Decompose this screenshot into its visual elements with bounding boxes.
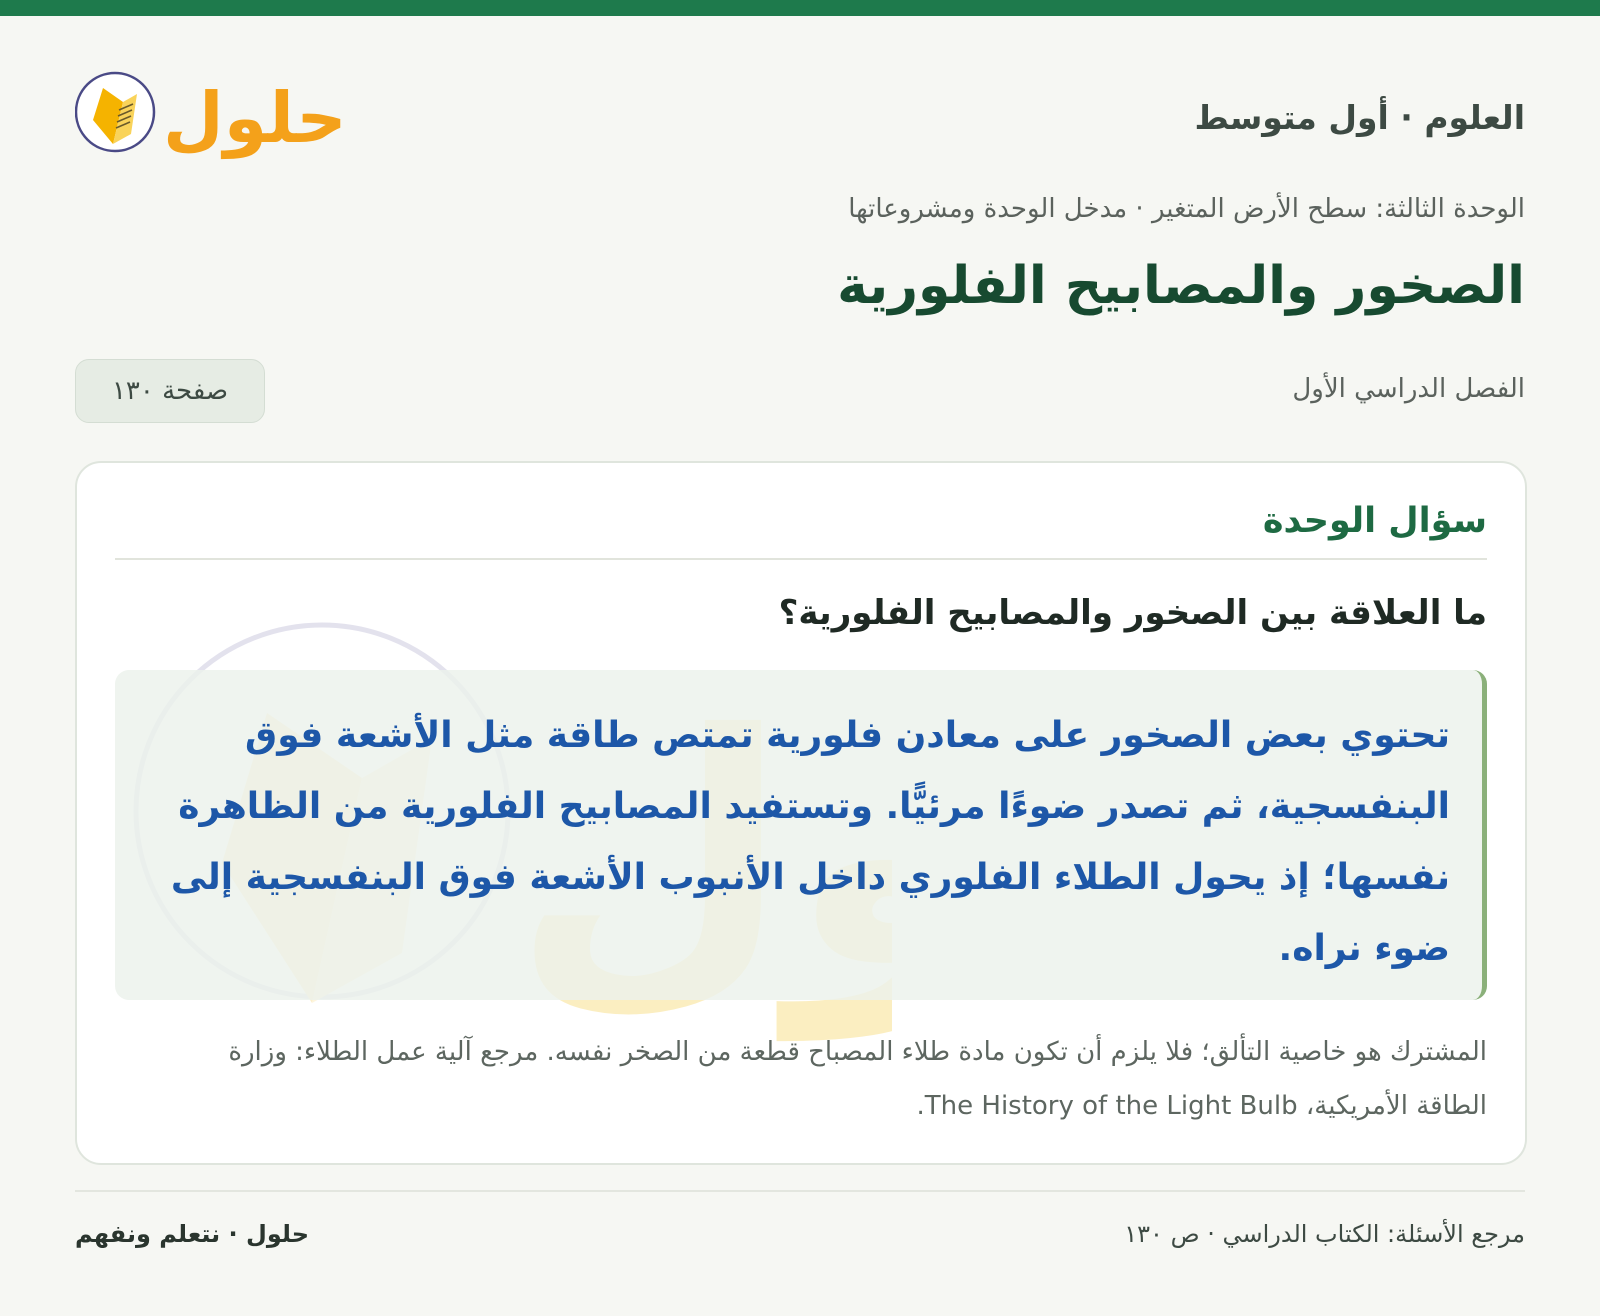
logo[interactable] bbox=[75, 60, 355, 170]
header bbox=[75, 60, 1525, 170]
page-title: الصخور والمصابيح الفلورية bbox=[837, 256, 1525, 316]
page bbox=[75, 16, 1525, 1316]
subject-label: العلوم · أول متوسط bbox=[1194, 98, 1525, 137]
footer-divider bbox=[75, 1190, 1525, 1192]
question-card bbox=[75, 461, 1527, 1165]
answer-box: تحتوي بعض الصخور على معادن فلورية تمتص طاقة مثل الأشعة فوق البنفسجية، ثم تصدر ضوءًا مرئيًّا. وتستفيد المصابيح الفلورية من الظاهرة نفسها؛ إذ يحول الطلاء الفلوري داخل الأنبوب الأشعة فوق البنفسجية إلى ضوء نراه. bbox=[115, 670, 1487, 1000]
top-accent-bar bbox=[0, 0, 1600, 16]
page-number-badge: صفحة ١٣٠ bbox=[75, 359, 265, 423]
footer-brand: حلول · نتعلم ونفهم bbox=[75, 1220, 309, 1248]
breadcrumb: الوحدة الثالثة: سطح الأرض المتغير · مدخل الوحدة ومشروعاتها bbox=[848, 194, 1525, 224]
question-text: ما العلاقة بين الصخور والمصابيح الفلورية؟ bbox=[778, 593, 1487, 633]
semester-label: الفصل الدراسي الأول bbox=[1292, 374, 1525, 404]
logo-wordmark: حلول bbox=[163, 77, 347, 159]
footer-reference: مرجع الأسئلة: الكتاب الدراسي · ص ١٣٠ bbox=[1124, 1220, 1525, 1248]
card-divider bbox=[115, 558, 1487, 560]
card-heading: سؤال الوحدة bbox=[1262, 501, 1487, 541]
reference-note: المشترك هو خاصية التألق؛ فلا يلزم أن تكون مادة طلاء المصباح قطعة من الصخر نفسه. مرجع آلية عمل الطلاء: وزارة الطاقة الأمريكية، The History of the Light Bulb. bbox=[228, 1037, 1487, 1121]
